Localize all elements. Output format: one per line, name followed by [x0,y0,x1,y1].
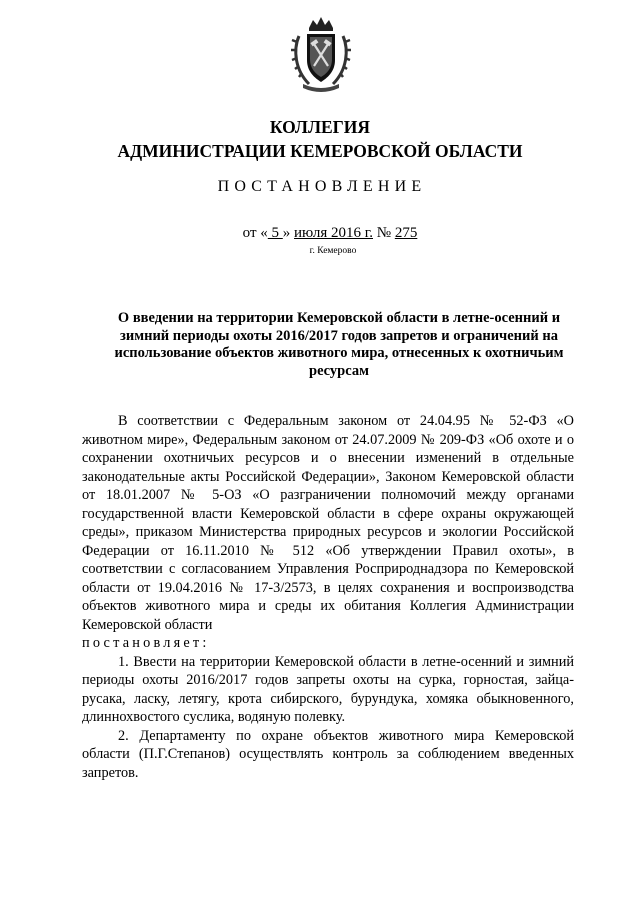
date-month-year: июля 2016 г. [294,225,373,241]
org-name-line1: КОЛЛЕГИЯ [269,117,371,137]
date-day: 5 [267,225,283,241]
coat-of-arms-icon [289,14,353,94]
document-heading: О введении на территории Кемеровской области в летне-осенний и зимний периоды охоты 2016/2017 годов запретов и ограничений на использование объектов животного мира, отнесенных к охотничьим ресурсам [114,310,564,379]
resolves-line: постановляет: [82,635,210,651]
number-sign: № [373,225,395,241]
item-2-paragraph: 2. Департаменту по охране объектов животного мира Кемеровской области (П.Г.Степанов) осуществлять контроль за соблюдением введенных запретов. [82,727,574,781]
document-number: 275 [394,225,418,241]
org-name-line2: АДМИНИСТРАЦИИ КЕМЕРОВСКОЙ ОБЛАСТИ [117,141,523,161]
date-prefix: от « [242,225,268,241]
city-label: г. Кемерово [309,246,357,256]
document-type: ПОСТАНОВЛЕНИЕ [217,178,427,195]
item-1-paragraph: 1. Ввести на территории Кемеровской области в летне-осенний и зимний периоды охоты 2016/2017 годов запреты охоты на сурка, горностая, зайца-русака, ласку, летягу, крота сибирского, бурундука, хомяка обыкновенного, длиннохвостого суслика, водяную полевку. [82,653,574,725]
document-body [82,412,574,782]
date-mid: » [282,225,295,241]
preamble-paragraph: В соответствии с Федеральным законом от 24.04.95 № 52-ФЗ «О животном мире», Федеральным законом от 24.07.2009 № 209-ФЗ «Об охоте и о сохранении охотничьих ресурсов и о внесении изменений в отдельные законодательные акты Российской Федерации», Законом Кемеровской области от 18.01.2007 № 5-ОЗ «О разграничении полномочий между органами государственной власти Кемеровской области в сфере охраны окружающей среды», приказом Министерства природных ресурсов и экологии Российской Федерации от 16.11.2010 № 512 «Об утверждении Правил охоты», в соответствии с согласованием Управления Росприроднадзора по Кемеровской области от 19.04.2016 № 17-3/2573, в целях сохранения и воспроизводства объектов животного мира и среды их обитания Коллегия Администрации Кемеровской области [82,413,574,633]
date-number-line [0,225,640,242]
